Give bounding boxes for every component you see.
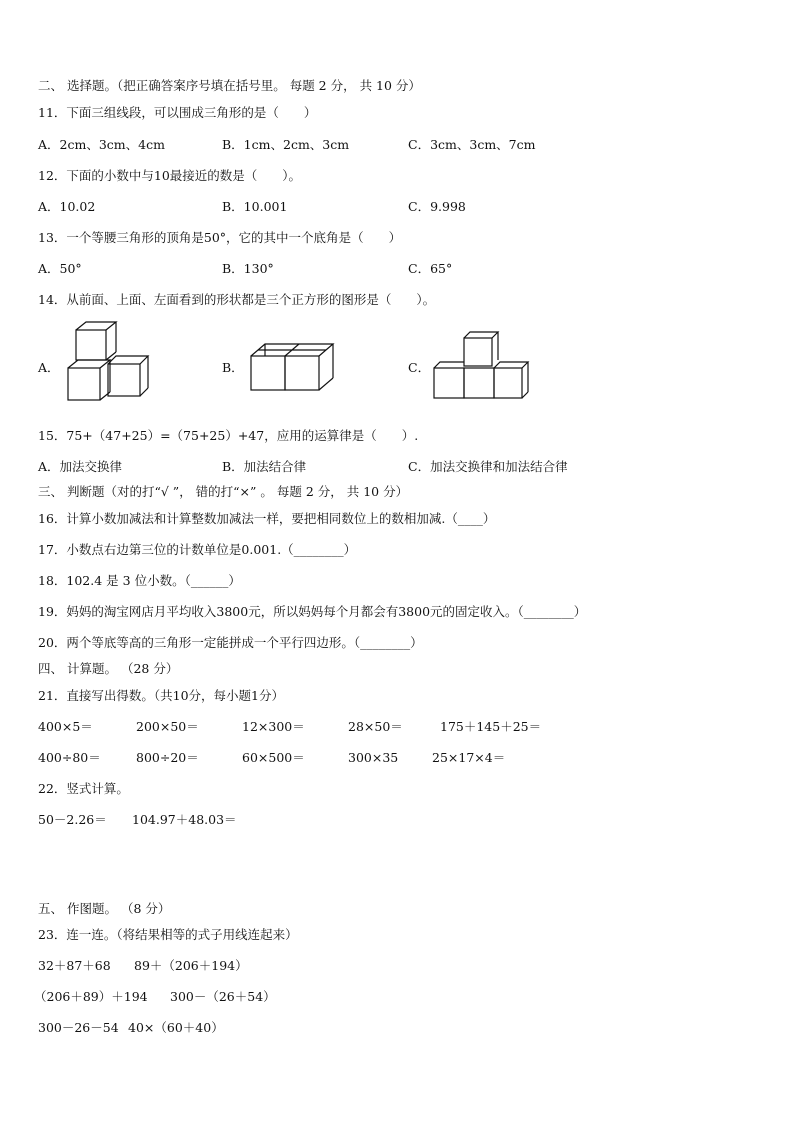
vertical-calc-item: 50－2.26＝: [38, 812, 107, 827]
calc-item: 300×35: [348, 750, 399, 765]
section4-header: 四、 计算题。 （28 分）: [38, 661, 179, 676]
q14-option-c-label: C．: [408, 360, 431, 375]
calc-item: 400÷80＝: [38, 750, 101, 765]
q13-option-b: B．130°: [222, 261, 274, 276]
q12-option-a: A．10.02: [38, 199, 96, 214]
q14-option-b-label: B．: [222, 360, 244, 375]
q15-option-a: A．加法交换律: [38, 459, 123, 474]
q13-stem: 13．一个等腰三角形的顶角是50°，它的其中一个底角是（ ）: [38, 230, 402, 245]
section2-header: 二、 选择题。（把正确答案序号填在括号里。 每题 2 分， 共 10 分）: [38, 78, 421, 93]
q11-stem: 11．下面三组线段，可以围成三角形的是（ ）: [38, 105, 317, 120]
match-right-expression: 300－（26＋54）: [170, 989, 276, 1004]
q15-option-c: C．加法交换律和加法结合律: [408, 459, 568, 474]
calc-item: 175＋145＋25＝: [440, 719, 542, 734]
q14-stem: 14．从前面、上面、左面看到的形状都是三个正方形的图形是（ ）。: [38, 292, 436, 307]
calc-item: 200×50＝: [136, 719, 199, 734]
section3-header: 三、 判断题（对的打“√ ”， 错的打“×” 。 每题 2 分， 共 10 分）: [38, 484, 409, 499]
section5-header: 五、 作图题。 （8 分）: [38, 901, 171, 916]
q14-figure-b: [245, 336, 340, 398]
q13-option-a: A．50°: [38, 261, 82, 276]
calc-item: 28×50＝: [348, 719, 403, 734]
q11-option-c: C．3cm、3cm、7cm: [408, 137, 536, 152]
q20: 20．两个等底等高的三角形一定能拼成一个平行四边形。（________）: [38, 635, 423, 650]
match-right-expression: 89＋（206＋194）: [134, 958, 248, 973]
vertical-calc-item: 104.97＋48.03＝: [132, 812, 237, 827]
q21-stem: 21．直接写出得数。（共10分，每小题1分）: [38, 688, 285, 703]
q12-stem: 12．下面的小数中与10最接近的数是（ ）。: [38, 168, 302, 183]
q15-option-b: B．加法结合律: [222, 459, 307, 474]
match-left-expression: 300－26－54: [38, 1020, 119, 1035]
q22-stem: 22．竖式计算。: [38, 781, 129, 796]
match-left-expression: （206＋89）＋194: [34, 989, 148, 1004]
q19: 19．妈妈的淘宝网店月平均收入3800元，所以妈妈每个月都会有3800元的固定收入。（________）: [38, 604, 587, 619]
q14-figure-c: [428, 328, 533, 404]
q15-stem: 15．75+（47+25）=（75+25）+47，应用的运算律是（ ）.: [38, 428, 419, 443]
calc-item: 12×300＝: [242, 719, 305, 734]
calc-item: 60×500＝: [242, 750, 305, 765]
q11-option-b: B．1cm、2cm、3cm: [222, 137, 350, 152]
q23-stem: 23．连一连。（将结果相等的式子用线连起来）: [38, 927, 298, 942]
q18: 18．102.4 是 3 位小数。（______）: [38, 573, 241, 588]
q14-option-a-label: A．: [38, 360, 60, 375]
match-left-expression: 32＋87＋68: [38, 958, 111, 973]
q11-option-a: A．2cm、3cm、4cm: [38, 137, 165, 152]
match-right-expression: 40×（60＋40）: [128, 1020, 224, 1035]
q12-option-c: C．9.998: [408, 199, 466, 214]
q16: 16．计算小数加减法和计算整数加减法一样，要把相同数位上的数相加减.（____）: [38, 511, 496, 526]
q12-option-b: B．10.001: [222, 199, 288, 214]
calc-item: 25×17×4＝: [432, 750, 506, 765]
q13-option-c: C．65°: [408, 261, 453, 276]
q14-figure-a: [60, 320, 160, 410]
calc-item: 400×5＝: [38, 719, 93, 734]
calc-item: 800÷20＝: [136, 750, 199, 765]
q17: 17．小数点右边第三位的计数单位是0.001.（________）: [38, 542, 357, 557]
